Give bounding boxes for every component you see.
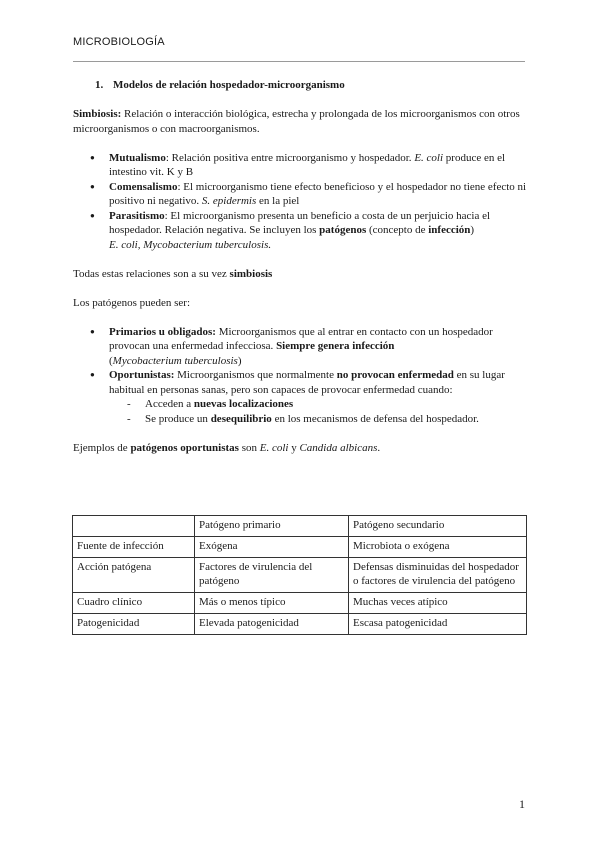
- condition-bold: nuevas localizaciones: [193, 398, 294, 410]
- page-header-title: MICROBIOLOGÍA: [73, 36, 165, 48]
- table-cell: Muchas veces atípico: [349, 593, 527, 614]
- oportunistas-text: Microorganismos que normalmente: [174, 369, 337, 381]
- list-item-comensalismo: [73, 180, 528, 209]
- comensalismo-text2: en la piel: [256, 195, 300, 207]
- parasitismo-bold-patogenos: patógenos: [319, 224, 367, 236]
- table-cell: Factores de virulencia del patógeno: [195, 558, 349, 593]
- primarios-text: Microorganismos que al entrar en contacto con un hospedador provocan una enfermedad infecciosa.: [109, 325, 493, 352]
- examples-candida: Candida albicans: [299, 441, 378, 454]
- all-relations-bold: simbiosis: [229, 267, 273, 280]
- table-cell: Elevada patogenicidad: [195, 614, 349, 635]
- table-cell: Escasa patogenicidad: [349, 614, 527, 635]
- page-number: 1: [519, 797, 525, 811]
- comensalismo-term: Comensalismo: [109, 180, 178, 193]
- table-header-row: [73, 516, 527, 537]
- parasitismo-term: Parasitismo: [109, 209, 165, 222]
- condition-bold: desequilibrio: [210, 412, 272, 425]
- table-row: [73, 537, 527, 558]
- condition-item: [73, 397, 528, 412]
- pathogens-intro: Los patógenos pueden ser:: [73, 296, 190, 309]
- examples-ecoli: E. coli: [259, 441, 289, 454]
- condition-item: [73, 412, 528, 427]
- table-header-cell: Patógeno primario: [195, 516, 349, 537]
- condition-text: Se produce un: [145, 412, 211, 425]
- all-relations-text: Todas estas relaciones son a su vez: [73, 267, 230, 280]
- condition-text2: en los mecanismos de defensa del hospedador.: [271, 412, 479, 425]
- table-cell: Defensas disminuidas del hospedador o factores de virulencia del patógeno: [349, 558, 527, 593]
- primarios-bold: Siempre genera infección: [276, 340, 395, 352]
- parasitismo-bold-infeccion: infección: [428, 224, 471, 236]
- all-relations-note: [73, 267, 528, 282]
- list-item-primarios: [73, 325, 528, 369]
- parasitismo-text2: (concepto de: [366, 224, 429, 236]
- examples-line: [73, 441, 528, 456]
- table-cell: Exógena: [195, 537, 349, 558]
- oportunistas-term: Oportunistas:: [109, 369, 175, 381]
- mutualismo-text: : Relación positiva entre microorganismo y hospedador.: [165, 151, 415, 164]
- comensalismo-text: : El microorganismo tiene efecto beneficioso y el hospedador no tiene efecto ni positivo ni negativo.: [109, 180, 527, 207]
- document-body: [73, 78, 528, 455]
- table-header-cell: Patógeno secundario: [349, 516, 527, 537]
- table-row: [73, 558, 527, 593]
- opportunist-conditions-list: [73, 397, 528, 426]
- examples-and: y: [288, 441, 300, 454]
- list-item-mutualismo: [73, 151, 528, 180]
- examples-text: Ejemplos de: [73, 441, 131, 454]
- relations-list: [73, 151, 528, 253]
- header-divider: [73, 61, 525, 62]
- table-header-cell: [73, 516, 195, 537]
- parasitismo-example: E. coli, Mycobacterium tuberculosis.: [109, 238, 272, 251]
- table-cell: Cuadro clínico: [73, 593, 195, 614]
- pathogen-types-list: [73, 325, 528, 398]
- section-title: Modelos de relación hospedador-microorganismo: [113, 79, 345, 91]
- simbiosis-term: Simbiosis:: [73, 108, 122, 120]
- pathogen-comparison-table: [72, 515, 527, 635]
- oportunistas-text2: en su lugar habitual en personas sanas, pero son capaces de provocar enfermedad cuando:: [109, 369, 505, 396]
- table-cell: Microbiota o exógena: [349, 537, 527, 558]
- table-cell: Más o menos típico: [195, 593, 349, 614]
- mutualismo-example: E. coli: [414, 151, 444, 164]
- condition-text: Acceden a: [145, 398, 194, 410]
- parasitismo-text: : El microorganismo presenta un beneficio a costa de un perjuicio hacia el hospedador. Relación negativa. Se incluyen los: [109, 209, 491, 236]
- simbiosis-text: Relación o interacción biológica, estrecha y prolongada de los microorganismos con otros microorganismos o con macroorganismos.: [73, 108, 520, 135]
- mutualismo-text2: produce en el intestino vit. K y B: [109, 151, 506, 178]
- parasitismo-text3: ): [470, 224, 475, 236]
- list-item-parasitismo: [73, 209, 528, 253]
- table-row: [73, 614, 527, 635]
- primarios-term: Primarios u obligados:: [109, 325, 216, 338]
- table-row: [73, 593, 527, 614]
- oportunistas-bold: no provocan enfermedad: [336, 369, 454, 381]
- comensalismo-example: S. epidermis: [201, 195, 257, 207]
- primarios-paren-close: ): [237, 354, 242, 367]
- table-cell: Acción patógena: [73, 558, 195, 593]
- primarios-example: Mycobacterium tuberculosis: [112, 354, 238, 367]
- section-number: 1.: [95, 79, 104, 91]
- primarios-paren-open: (: [109, 354, 113, 367]
- examples-bold: patógenos oportunistas: [130, 441, 239, 454]
- table-cell: Patogenicidad: [73, 614, 195, 635]
- table-cell: Fuente de infección: [73, 537, 195, 558]
- mutualismo-term: Mutualismo: [109, 151, 166, 164]
- list-item-oportunistas: [73, 368, 528, 397]
- simbiosis-definition: [73, 107, 528, 136]
- examples-end: .: [377, 441, 381, 454]
- section-heading: [95, 78, 528, 93]
- examples-text2: son: [238, 441, 260, 454]
